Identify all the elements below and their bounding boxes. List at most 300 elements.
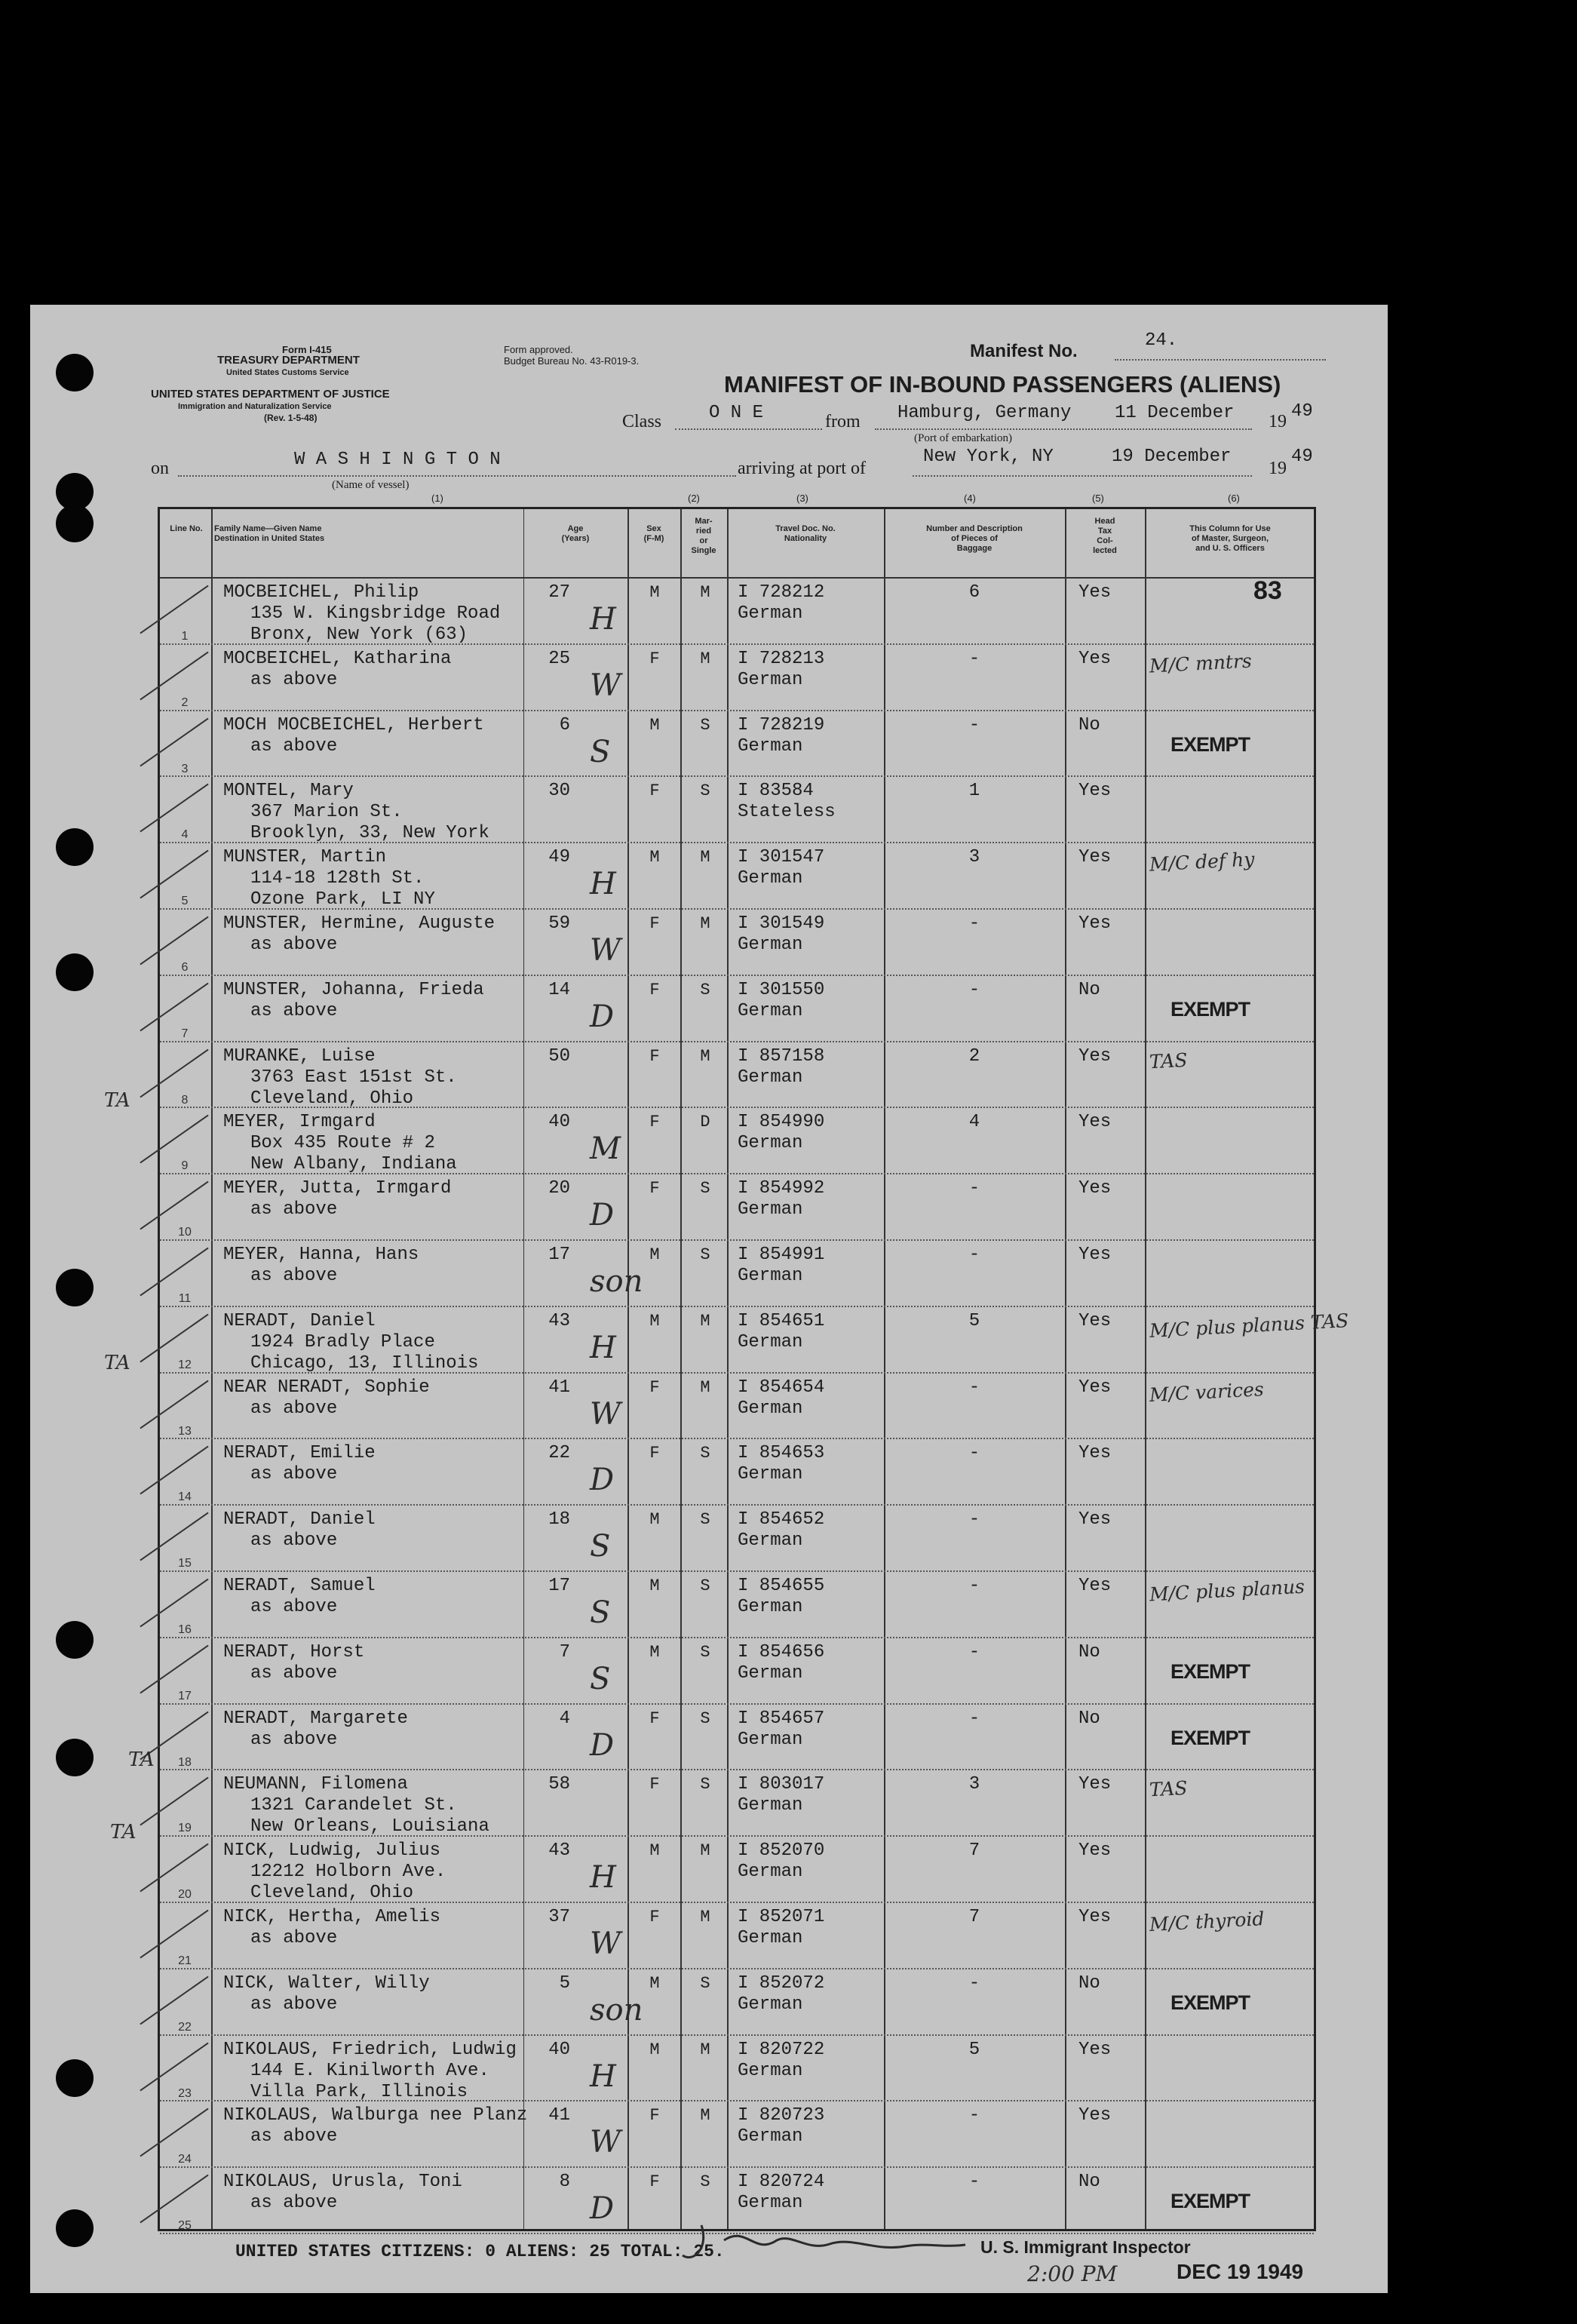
- travel-doc-number: I 728219: [738, 714, 825, 735]
- sex: M: [649, 1510, 660, 1530]
- sex: F: [649, 914, 660, 933]
- line-number: 3: [181, 762, 189, 775]
- sex: M: [649, 715, 660, 735]
- passenger-name: MUNSTER, Johanna, Frieda: [223, 979, 484, 1000]
- line-number: 1: [181, 630, 189, 643]
- travel-doc-number: I 854991: [738, 1245, 825, 1265]
- travel-doc-number: I 857158: [738, 1045, 825, 1067]
- class-value: O N E: [709, 403, 764, 423]
- age: 7: [559, 1641, 570, 1662]
- nationality: German: [738, 1464, 803, 1485]
- arrival-year-prefix: 19: [1269, 459, 1287, 478]
- rev-label: (Rev. 1-5-48): [264, 413, 318, 423]
- port-embark-caption: (Port of embarkation): [914, 432, 1012, 444]
- marital-status: S: [700, 781, 710, 801]
- col-head-name: Family Name—Given Name Destination in United States: [214, 524, 325, 543]
- manifest-no-line: [1115, 359, 1326, 361]
- line-number: 6: [181, 961, 189, 974]
- relationship-mark: D: [590, 2191, 615, 2227]
- customs-label: United States Customs Service: [226, 368, 349, 377]
- sex: F: [649, 649, 660, 668]
- sex: F: [649, 1113, 660, 1132]
- nationality: German: [738, 2193, 803, 2214]
- sex: F: [649, 1775, 660, 1794]
- travel-doc-number: I 854651: [738, 1310, 825, 1331]
- marital-status: M: [700, 1377, 710, 1397]
- officer-note: M/C varices: [1149, 1377, 1265, 1406]
- head-tax: Yes: [1078, 1509, 1112, 1530]
- sex: F: [649, 781, 660, 801]
- passenger-row: [160, 645, 1314, 711]
- line-number: 8: [181, 1093, 189, 1107]
- head-tax: No: [1078, 1641, 1100, 1662]
- passenger-name: NIKOLAUS, Friedrich, Ludwig: [223, 2039, 517, 2060]
- sex: M: [649, 1841, 660, 1861]
- marital-status: M: [700, 649, 710, 668]
- travel-doc-number: I 820724: [738, 2172, 825, 2193]
- officer-note: EXEMPT: [1170, 1991, 1250, 2014]
- age: 17: [548, 1245, 570, 1265]
- relationship-mark: son: [590, 1264, 643, 1299]
- punch-hole: [56, 1621, 94, 1659]
- line-number: 24: [178, 2153, 192, 2166]
- marital-status: S: [700, 1179, 710, 1199]
- sex: F: [649, 980, 660, 999]
- age: 20: [548, 1178, 570, 1199]
- col-num-5: (5): [1092, 493, 1104, 504]
- totals-line: UNITED STATES CITIZENS: 0 ALIENS: 25 TOTAL: 25.: [235, 2242, 725, 2261]
- col-head-baggage: Number and Description of Pieces of Baggage: [926, 524, 1023, 553]
- passenger-row: [160, 1042, 1314, 1109]
- destination-line-1: as above: [250, 1000, 338, 1021]
- form-approved: Form approved.: [504, 344, 573, 355]
- baggage-count: -: [968, 913, 980, 934]
- relationship-mark: S: [590, 1529, 611, 1564]
- marital-status: S: [700, 715, 710, 735]
- line-number: 19: [178, 1822, 192, 1835]
- margin-mark: TA: [128, 1748, 155, 1771]
- nationality: German: [738, 1398, 803, 1419]
- relationship-mark: D: [590, 1198, 615, 1233]
- head-tax: Yes: [1078, 1774, 1112, 1795]
- line-number: 2: [181, 695, 189, 709]
- arriving-label: arriving at port of: [738, 459, 866, 478]
- head-tax: No: [1078, 979, 1100, 1000]
- officer-note: EXEMPT: [1170, 732, 1250, 756]
- destination-line-1: 114-18 128th St.: [250, 868, 425, 889]
- nationality: German: [738, 603, 803, 624]
- relationship-mark: son: [590, 1992, 643, 2028]
- travel-doc-number: I 852071: [738, 1907, 825, 1927]
- destination-line-1: Box 435 Route # 2: [250, 1133, 435, 1154]
- marital-status: S: [700, 980, 710, 999]
- head-tax: Yes: [1078, 1310, 1112, 1331]
- destination-line-1: as above: [250, 1928, 338, 1948]
- sex: F: [649, 1444, 660, 1463]
- age: 43: [548, 1310, 570, 1331]
- age: 6: [559, 714, 570, 735]
- sex: M: [649, 583, 660, 602]
- destination-line-2: Villa Park, Illinois: [250, 2081, 468, 2102]
- line-number: 9: [181, 1159, 189, 1173]
- col-head-age: Age (Years): [561, 524, 590, 543]
- passenger-table: [158, 507, 1349, 2233]
- manifest-title: MANIFEST OF IN-BOUND PASSENGERS (ALIENS): [724, 371, 1281, 398]
- relationship-mark: M: [590, 1131, 621, 1167]
- marital-status: S: [700, 1708, 710, 1728]
- budget-label: Budget Bureau No. 43-R019-3.: [504, 355, 640, 367]
- travel-doc-number: I 820723: [738, 2105, 825, 2126]
- baggage-count: 2: [968, 1045, 980, 1067]
- destination-line-1: as above: [250, 2193, 338, 2214]
- line-number: 21: [178, 1954, 192, 1967]
- punch-hole: [56, 953, 94, 991]
- head-tax: Yes: [1078, 1443, 1112, 1464]
- head-tax: Yes: [1078, 582, 1112, 603]
- line-number: 23: [178, 2086, 192, 2100]
- baggage-count: 3: [968, 1774, 980, 1795]
- baggage-count: -: [968, 979, 980, 1000]
- line-number: 18: [178, 1755, 192, 1769]
- baggage-count: -: [968, 1708, 980, 1729]
- head-tax: Yes: [1078, 1576, 1112, 1596]
- relationship-mark: S: [590, 1595, 611, 1630]
- head-tax: Yes: [1078, 781, 1112, 802]
- travel-doc-number: I 852070: [738, 1840, 825, 1862]
- baggage-count: 5: [968, 1310, 980, 1331]
- destination-line-2: New Albany, Indiana: [250, 1154, 457, 1175]
- nationality: German: [738, 2126, 803, 2147]
- officer-note: M/C plus planus: [1149, 1575, 1305, 1606]
- destination-line-1: as above: [250, 669, 338, 690]
- relationship-mark: H: [590, 2058, 616, 2094]
- passenger-row: [160, 1837, 1314, 1903]
- destination-line-1: 1321 Carandelet St.: [250, 1795, 457, 1816]
- col-num-3: (3): [796, 493, 808, 504]
- baggage-count: -: [968, 1178, 980, 1199]
- baggage-count: -: [968, 2105, 980, 2126]
- destination-line-1: 135 W. Kingsbridge Road: [250, 603, 501, 624]
- relationship-mark: S: [590, 1661, 611, 1696]
- baggage-count: 5: [968, 2039, 980, 2060]
- nationality: German: [738, 1133, 803, 1154]
- marital-status: S: [700, 1642, 710, 1662]
- line-number: 5: [181, 895, 189, 908]
- travel-doc-number: I 854990: [738, 1112, 825, 1133]
- line-number: 22: [178, 2020, 192, 2034]
- destination-line-2: New Orleans, Louisiana: [250, 1816, 489, 1837]
- passenger-name: MUNSTER, Martin: [223, 847, 387, 868]
- sex: F: [649, 1708, 660, 1728]
- port-embarkation: Hamburg, Germany: [897, 403, 1072, 423]
- travel-doc-number: I 728212: [738, 582, 825, 603]
- embark-year: 49: [1291, 401, 1313, 422]
- passenger-name: MURANKE, Luise: [223, 1045, 376, 1067]
- passenger-row: [160, 2101, 1314, 2168]
- travel-doc-number: I 854653: [738, 1443, 825, 1464]
- punch-hole: [56, 2209, 94, 2247]
- head-tax: Yes: [1078, 1377, 1112, 1398]
- line-number: 7: [181, 1027, 189, 1040]
- passenger-row: [160, 2036, 1314, 2102]
- sex: F: [649, 1908, 660, 1926]
- relationship-mark: W: [590, 933, 621, 968]
- passenger-name: NERADT, Samuel: [223, 1576, 376, 1596]
- marital-status: S: [700, 1576, 710, 1595]
- passenger-name: NIKOLAUS, Urusla, Toni: [223, 2172, 462, 2193]
- destination-line-1: as above: [250, 1199, 338, 1220]
- col-head-line: Line No.: [170, 524, 203, 533]
- nationality: German: [738, 1928, 803, 1948]
- passenger-name: NIKOLAUS, Walburga nee Planz: [223, 2105, 528, 2126]
- passenger-row: [160, 777, 1314, 843]
- baggage-count: -: [968, 1245, 980, 1265]
- col-head-sex: Sex (F-M): [643, 524, 664, 543]
- port-arrival: New York, NY: [923, 447, 1054, 467]
- destination-line-1: as above: [250, 1464, 338, 1485]
- marital-status: M: [700, 1311, 710, 1331]
- destination-line-1: 3763 East 151st St.: [250, 1067, 457, 1088]
- baggage-count: -: [968, 2172, 980, 2193]
- baggage-count: 7: [968, 1907, 980, 1927]
- age: 41: [548, 1377, 570, 1398]
- head-tax: No: [1078, 1708, 1100, 1729]
- destination-line-1: as above: [250, 1729, 338, 1750]
- travel-doc-number: I 301550: [738, 979, 825, 1000]
- vessel-line: [178, 475, 736, 477]
- line-number: 15: [178, 1557, 192, 1570]
- line-number: 4: [181, 828, 189, 842]
- passenger-name: MOCH MOCBEICHEL, Herbert: [223, 714, 484, 735]
- punch-hole: [56, 828, 94, 866]
- punch-hole: [56, 1739, 94, 1776]
- travel-doc-number: I 728213: [738, 648, 825, 669]
- passenger-name: MEYER, Irmgard: [223, 1112, 376, 1133]
- age: 5: [559, 1972, 570, 1994]
- age: 25: [548, 648, 570, 669]
- relationship-mark: D: [590, 1463, 615, 1498]
- passenger-name: NICK, Hertha, Amelis: [223, 1907, 441, 1927]
- passenger-row: [160, 1770, 1314, 1837]
- destination-line-1: as above: [250, 1662, 338, 1684]
- passenger-name: MEYER, Hanna, Hans: [223, 1245, 419, 1265]
- margin-mark: TA: [110, 1821, 137, 1844]
- col-num-6: (6): [1228, 493, 1240, 504]
- nationality: German: [738, 735, 803, 757]
- nationality: German: [738, 1994, 803, 2015]
- sex: M: [649, 1311, 660, 1331]
- officer-note: EXEMPT: [1170, 997, 1250, 1021]
- age: 59: [548, 913, 570, 934]
- baggage-count: 4: [968, 1112, 980, 1133]
- nationality: German: [738, 1597, 803, 1617]
- passenger-name: MONTEL, Mary: [223, 781, 354, 802]
- travel-doc-number: I 83584: [738, 781, 814, 802]
- col-head-officers: This Column for Use of Master, Surgeon, and U. S. Officers: [1189, 524, 1271, 553]
- inspector-label: U. S. Immigrant Inspector: [980, 2237, 1191, 2257]
- baggage-count: -: [968, 1972, 980, 1994]
- age: 49: [548, 847, 570, 868]
- sex: M: [649, 1642, 660, 1662]
- nationality: German: [738, 1862, 803, 1883]
- passenger-row: [160, 1241, 1314, 1307]
- destination-line-1: as above: [250, 1398, 338, 1419]
- col-head-married: Mar- ried or Single: [691, 517, 716, 555]
- head-tax: Yes: [1078, 648, 1112, 669]
- nationality: German: [738, 1530, 803, 1552]
- line-number: 12: [178, 1358, 192, 1371]
- passenger-row: [160, 1439, 1314, 1506]
- age: 17: [548, 1576, 570, 1596]
- inspector-signature: [679, 2218, 996, 2270]
- nationality: German: [738, 1662, 803, 1684]
- travel-doc-number: I 820722: [738, 2039, 825, 2060]
- passenger-name: MUNSTER, Hermine, Auguste: [223, 913, 495, 934]
- line-number: 16: [178, 1623, 192, 1636]
- passenger-row: [160, 1969, 1314, 2036]
- destination-line-1: as above: [250, 1266, 338, 1286]
- officer-note: M/C plus planus TAS: [1149, 1309, 1349, 1342]
- travel-doc-number: I 301547: [738, 847, 825, 868]
- marital-status: S: [700, 2172, 710, 2192]
- marital-status: M: [700, 1908, 710, 1926]
- passenger-row: [160, 1108, 1314, 1174]
- col-num-1: (1): [431, 493, 443, 504]
- line-number: 20: [178, 1888, 192, 1902]
- passenger-row: [160, 1506, 1314, 1572]
- destination-line-1: 367 Marion St.: [250, 802, 403, 823]
- passenger-row: [160, 1638, 1314, 1705]
- sex: M: [649, 848, 660, 867]
- destination-line-1: as above: [250, 735, 338, 757]
- passenger-row: [160, 711, 1314, 778]
- date-stamp: DEC 19 1949: [1177, 2260, 1304, 2283]
- line-number: 11: [178, 1292, 192, 1305]
- head-tax: Yes: [1078, 847, 1112, 868]
- destination-line-2: Cleveland, Ohio: [250, 1088, 414, 1109]
- baggage-count: -: [968, 714, 980, 735]
- marital-status: M: [700, 1841, 710, 1861]
- officer-note: 83: [1253, 576, 1282, 605]
- nationality: German: [738, 1000, 803, 1021]
- marital-status: S: [700, 1775, 710, 1794]
- age: 50: [548, 1045, 570, 1067]
- passenger-row: [160, 1903, 1314, 1969]
- head-tax: Yes: [1078, 913, 1112, 934]
- line-number: 17: [178, 1689, 192, 1702]
- baggage-count: -: [968, 1377, 980, 1398]
- age: 27: [548, 582, 570, 603]
- head-tax: Yes: [1078, 1045, 1112, 1067]
- from-label: from: [825, 412, 861, 431]
- age: 41: [548, 2105, 570, 2126]
- passenger-row: [160, 1174, 1314, 1241]
- passenger-row: [160, 1307, 1349, 1374]
- destination-line-1: 1924 Bradly Place: [250, 1331, 435, 1352]
- passenger-row: [160, 1572, 1314, 1638]
- passenger-name: MOCBEICHEL, Katharina: [223, 648, 452, 669]
- nationality: German: [738, 1199, 803, 1220]
- arrival-line: [913, 475, 1252, 477]
- sex: F: [649, 1046, 660, 1066]
- head-tax: Yes: [1078, 2039, 1112, 2060]
- sex: F: [649, 2172, 660, 2192]
- travel-doc-number: I 854657: [738, 1708, 825, 1729]
- destination-line-1: as above: [250, 1530, 338, 1552]
- age: 30: [548, 781, 570, 802]
- nationality: German: [738, 868, 803, 889]
- destination-line-2: Chicago, 13, Illinois: [250, 1352, 479, 1374]
- vessel-name: W A S H I N G T O N: [294, 450, 501, 470]
- line-number: 25: [178, 2219, 192, 2233]
- class-label: Class: [622, 412, 662, 431]
- line-number: 10: [178, 1226, 192, 1239]
- passenger-name: NICK, Ludwig, Julius: [223, 1840, 441, 1862]
- destination-line-1: 12212 Holborn Ave.: [250, 1862, 446, 1883]
- passenger-name: NERADT, Margarete: [223, 1708, 408, 1729]
- passenger-name: MOCBEICHEL, Philip: [223, 582, 419, 603]
- manifest-no-label: Manifest No.: [970, 341, 1078, 361]
- baggage-count: -: [968, 648, 980, 669]
- age: 4: [559, 1708, 570, 1729]
- travel-doc-number: I 854654: [738, 1377, 825, 1398]
- sex: M: [649, 1245, 660, 1264]
- nationality: German: [738, 935, 803, 955]
- officer-note: M/C thyroid: [1149, 1908, 1266, 1936]
- marital-status: M: [700, 2040, 710, 2059]
- col-head-doc: Travel Doc. No. Nationality: [775, 524, 836, 543]
- ins-label: Immigration and Naturalization Service: [178, 402, 332, 411]
- manifest-no: 24.: [1145, 330, 1178, 351]
- baggage-count: 1: [968, 781, 980, 802]
- passenger-row: [160, 843, 1314, 910]
- sex: M: [649, 2040, 660, 2059]
- marital-status: M: [700, 2106, 710, 2126]
- officer-note: TAS: [1149, 1048, 1189, 1073]
- age: 14: [548, 979, 570, 1000]
- baggage-count: 3: [968, 847, 980, 868]
- travel-doc-number: I 854992: [738, 1178, 825, 1199]
- marital-status: D: [700, 1113, 710, 1132]
- relationship-mark: W: [590, 668, 621, 703]
- destination-line-1: as above: [250, 935, 338, 955]
- punch-hole: [56, 354, 94, 391]
- col-num-4: (4): [964, 493, 976, 504]
- marital-status: S: [700, 1444, 710, 1463]
- travel-doc-number: I 854656: [738, 1641, 825, 1662]
- head-tax: Yes: [1078, 1112, 1112, 1133]
- vessel-caption: (Name of vessel): [332, 479, 410, 491]
- destination-line-2: Cleveland, Ohio: [250, 1883, 414, 1904]
- age: 22: [548, 1443, 570, 1464]
- nationality: German: [738, 1729, 803, 1750]
- passenger-row: [160, 576, 1314, 645]
- head-tax: No: [1078, 714, 1100, 735]
- age: 40: [548, 2039, 570, 2060]
- baggage-count: 6: [968, 582, 980, 603]
- age: 58: [548, 1774, 570, 1795]
- officer-note: EXEMPT: [1170, 2190, 1250, 2213]
- travel-doc-number: I 852072: [738, 1972, 825, 1994]
- passenger-name: NERADT, Emilie: [223, 1443, 376, 1464]
- head-tax: Yes: [1078, 1178, 1112, 1199]
- destination-line-2: Ozone Park, LI NY: [250, 889, 435, 910]
- form-id: Form I-415: [282, 344, 332, 355]
- nationality: Stateless: [738, 802, 836, 823]
- treasury-label: TREASURY DEPARTMENT: [217, 354, 360, 367]
- sex: F: [649, 1377, 660, 1397]
- marital-status: M: [700, 914, 710, 933]
